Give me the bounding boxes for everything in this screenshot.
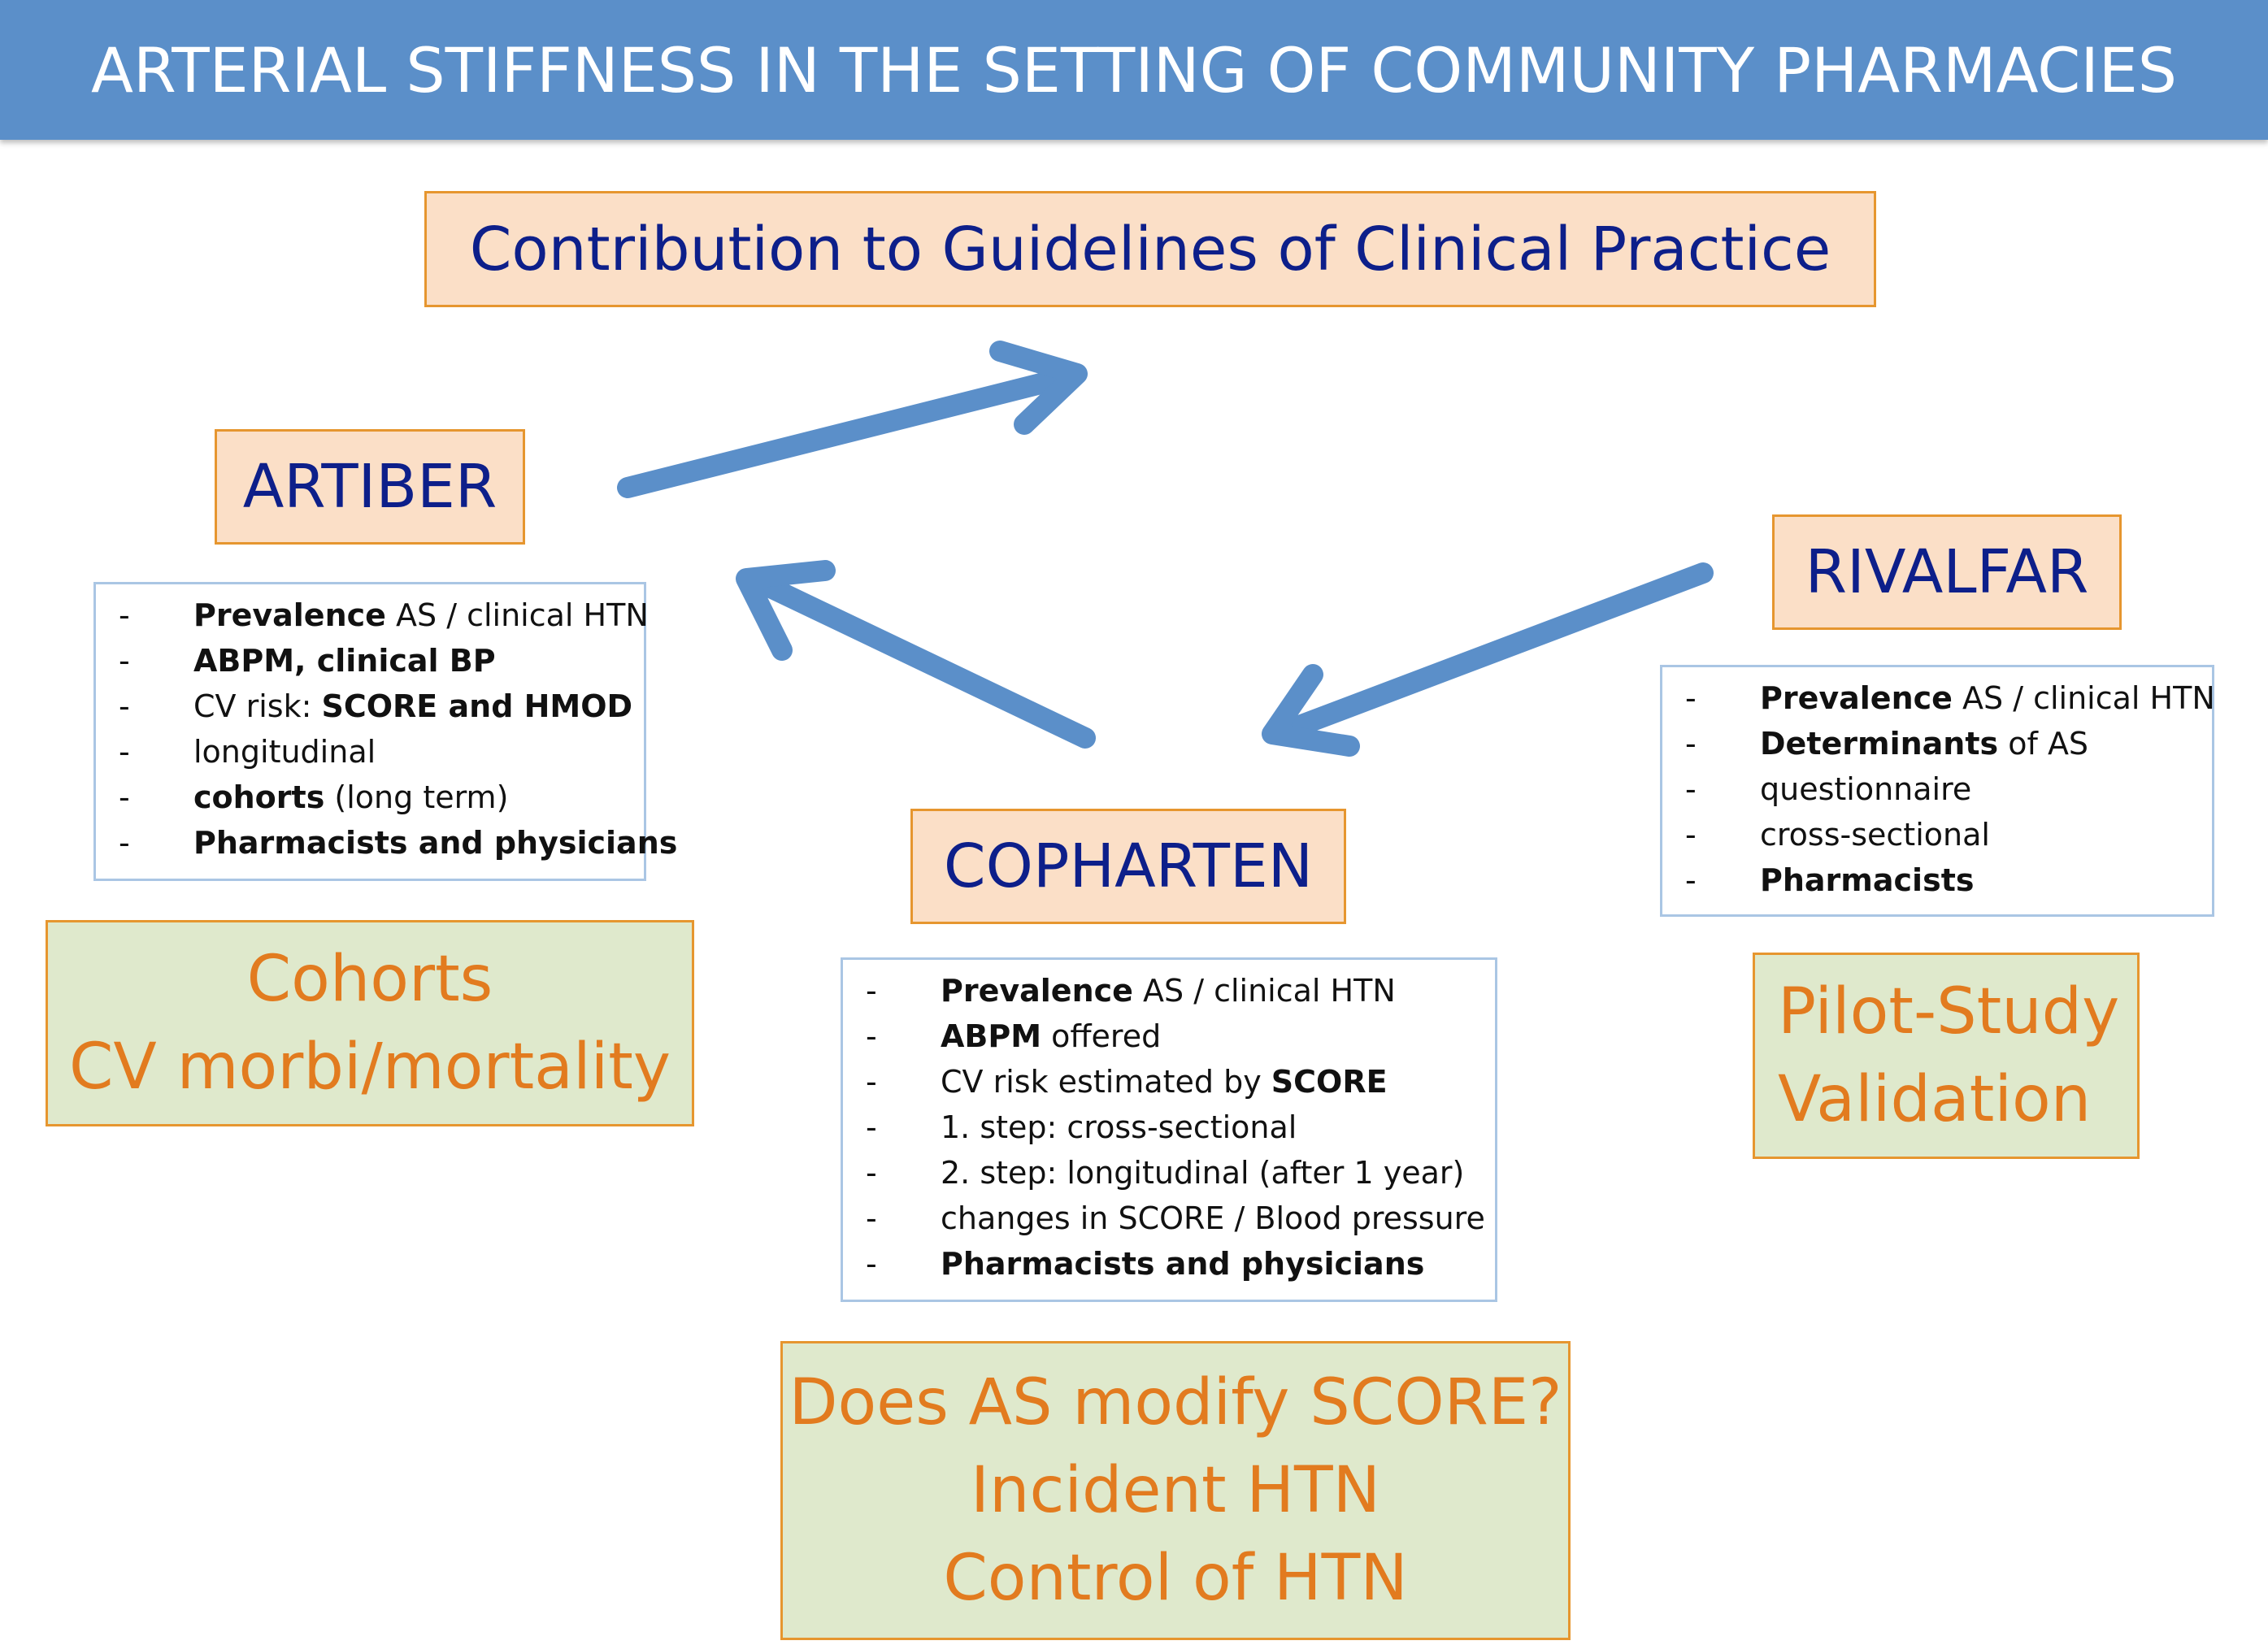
list-item: - longitudinal: [119, 734, 376, 770]
outcome-line: Control of HTN: [943, 1542, 1408, 1615]
arrow-rivalfar-to-copharten: [1272, 573, 1703, 746]
rivalfar-title-box: [1772, 514, 2122, 630]
outcome-line: Does AS modify SCORE?: [789, 1366, 1562, 1439]
artiber-details-box: [93, 582, 678, 881]
copharten-label: COPHARTEN: [943, 831, 1314, 901]
guidelines-label: Contribution to Guidelines of Clinical Practice: [469, 214, 1831, 284]
artiber-label: ARTIBER: [242, 452, 497, 522]
list-item: - Prevalence AS / clinical HTN: [1685, 680, 2215, 716]
list-item: - cohorts (long term): [119, 779, 509, 815]
list-item: - ABPM offered: [866, 1018, 1162, 1054]
outcome-line: Incident HTN: [971, 1454, 1380, 1527]
guidelines-box: [424, 191, 1876, 307]
list-item: - Prevalence AS / clinical HTN: [866, 973, 1396, 1009]
outcome-line: CV morbi/mortality: [68, 1031, 671, 1104]
page-title: ARTERIAL STIFFNESS IN THE SETTING OF COMMUNITY PHARMACIES: [90, 33, 2178, 106]
outcome-line: Cohorts: [246, 943, 493, 1016]
list-item: - ABPM, clinical BP: [119, 643, 496, 679]
arrow-artiber-to-guidelines: [628, 351, 1077, 488]
list-item: - changes in SCORE / Blood pressure: [866, 1200, 1485, 1236]
list-item: - cross-sectional: [1685, 817, 1990, 853]
list-item: - Determinants of AS: [1685, 726, 2089, 762]
list-item: - Pharmacists and physicians: [866, 1246, 1425, 1282]
rivalfar-outcome-box: [1753, 953, 2140, 1159]
list-item: - Pharmacists: [1685, 862, 1975, 898]
outcome-line: Validation: [1778, 1063, 2092, 1136]
outcome-line: Pilot-Study: [1778, 975, 2120, 1048]
artiber-title-box: [215, 429, 525, 545]
list-item: - CV risk estimated by SCORE: [866, 1064, 1388, 1100]
artiber-outcome-box: [46, 920, 694, 1126]
rivalfar-label: RIVALFAR: [1805, 537, 2089, 607]
copharten-outcome-box: [780, 1341, 1571, 1640]
copharten-details-box: [841, 957, 1497, 1302]
list-item: - Pharmacists and physicians: [119, 825, 678, 861]
list-item: - Prevalence AS / clinical HTN: [119, 597, 649, 633]
list-item: - 1. step: cross-sectional: [866, 1109, 1297, 1145]
arrow-copharten-to-artiber: [746, 571, 1085, 738]
rivalfar-details-box: [1660, 665, 2214, 917]
copharten-title-box: [910, 809, 1346, 924]
list-item: - CV risk: SCORE and HMOD: [119, 688, 633, 724]
list-item: - 2. step: longitudinal (after 1 year): [866, 1155, 1465, 1191]
list-item: - questionnaire: [1685, 771, 1972, 807]
